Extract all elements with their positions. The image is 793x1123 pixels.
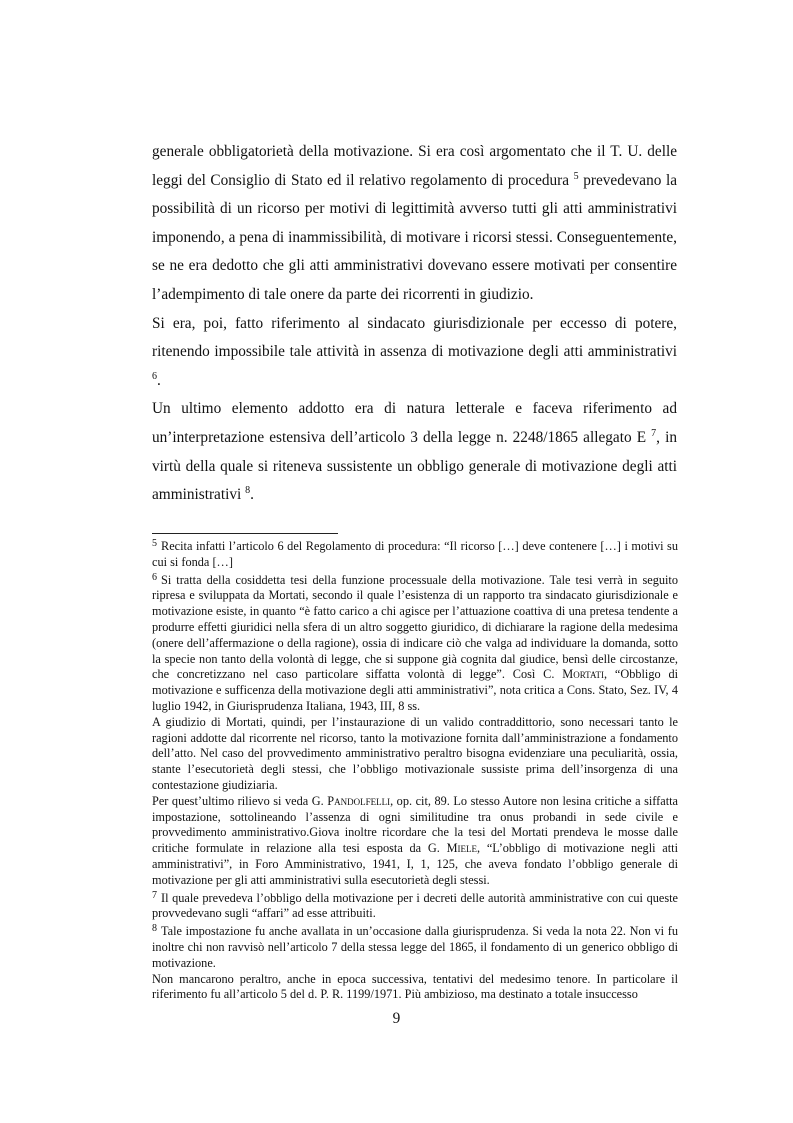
author-name: Miele [446, 841, 478, 856]
footnote-number: 7 [152, 889, 157, 901]
body-paragraph-1: generale obbligatorietà della motivazione. Si era così argomentato che il T. U. delle leggi del Consiglio di Stato ed il relativo regolamento di procedura $^5$ prevedevano la possibilità di un ricorso per motivi di legittimità avverso tutti gli atti amministrativi imponendo, a pena di inammissibilità, di motivare i ricorsi stessi. Conseguentemente, se ne era dedotto che gli atti amministrativi dovevano essere motivati per consentire l’adempimento di tale onere da parte dei ricorrenti in giudizio. [152, 143, 677, 303]
author-name: Pandolfelli [327, 793, 391, 808]
main-text [152, 138, 677, 510]
page-number: 9 [392, 1010, 401, 1027]
body-paragraph-3: Un ultimo elemento addotto era di natura letterale e faceva riferimento ad un’interpretazione estensiva dell’articolo 3 della legge n. 2248/1865 allegato E $^7$, in virtù della quale si riteneva sussistente un obbligo generale di motivazione degli atti amministrativi $^8$. [152, 400, 677, 504]
footnote-ref-5[interactable]: 5 [573, 170, 579, 182]
body-paragraph-2: Si era, poi, fatto riferimento al sindacato giurisdizionale per eccesso di potere, ritenendo impossibile tale attività in assenza di motivazione degli atti amministrativi $^6$. [152, 314, 677, 389]
footnote-5: $^5$ Recita infatti l’articolo 6 del Regolamento di procedura: “Il ricorso […] deve contenere […] i motivi su cui si fonda […] [152, 538, 678, 569]
footnote-6-paragraph-2: A giudizio di Mortati, quindi, per l’instaurazione di un valido contraddittorio, sono necessari tanto le ragioni addotte dal ricorrente nel ricorso, tanto la motivazione fornita dall’amministrazione a fondamento dell’atto. Nel caso del provvedimento amministrativo peraltro bisogna evidenziare una peculiarità, ossia, stante l’esecutorietà degli stessi, che l’obbligo motivazionale sussiste prima dell’insorgenza di una contestazione giudiziaria. [152, 714, 678, 792]
footnote-number: 8 [152, 923, 157, 935]
footnote-8: $^8$ Tale impostazione fu anche avallata in un’occasione dalla giurisprudenza. Si veda la nota 22. Non vi fu inoltre chi non ravvisò nell’articolo 7 della stessa legge del 1865, il fondamento di un generico obbligo di motivazione. [152, 923, 678, 970]
author-name: Mortati [562, 667, 604, 682]
footnote-ref-7[interactable]: 7 [651, 427, 657, 439]
footnote-ref-8[interactable]: 8 [245, 485, 251, 497]
footnote-number: 5 [152, 538, 157, 549]
footnote-8-paragraph-2: Non mancarono peraltro, anche in epoca successiva, tentativi del medesimo tenore. In particolare il riferimento fu all’articolo 5 del d. P. R. 1199/1971. Più ambizioso, ma destinato a totale insuccesso [152, 971, 678, 1002]
footnote-ref-6[interactable]: 6 [152, 370, 157, 382]
footnotes [152, 539, 678, 1003]
footnote-separator [152, 533, 338, 534]
footnote-number: 6 [152, 571, 157, 583]
footnote-6-paragraph-3: Per quest’ultimo rilievo si veda G. Pandolfelli, op. cit, 89. Lo stesso Autore non lesina critiche a siffatta impostazione, sottolineando l’assenza di ogni similitudine tra onus probandi in sede civile e provvedimento amministrativo.Giova inoltre ricordare che la tesi del Mortati prendeva le mosse dalle critiche formulate in relazione alla tesi esposta da G. Miele, “L’obbligo di motivazione negli atti amministrativi”, in Foro Amministrativo, 1941, I, 1, 125, che aveva fondato l’obbligo generale di motivazione per gli atti amministrativi sulla esecutorietà degli stessi. [152, 793, 678, 887]
footnote-7: $^7$ Il quale prevedeva l’obbligo della motivazione per i decreti delle autorità amministrative con cui queste provvedevano sugli “affari” ad esse attribuiti. [152, 889, 678, 921]
footnote-6: $^6$ Si tratta della cosiddetta tesi della funzione processuale della motivazione. Tale tesi verrà in seguito ripresa e sviluppata da Mortati, secondo il quale l’esistenza di un rapporto tra sindacato giurisdizionale e motivazione esiste, in quanto “è fatto carico a chi agisce per l’attuazione coattiva di una pretesa tendente a produrre effetti giuridici nella sfera di un altro soggetto giuridico, di dichiarare la ragione della medesima (onere dell’affermazione o della ragione), ossia di indicare ciò che valga ad individuare la domanda, sotto la specie non tanto della volontà di legge, che si suppone già cognita dal giudice, bensì delle circostanze, che concretizzano nel caso particolare siffatta volontà di legge”. Così C. Mortati, “Obbligo di motivazione e sufficenza della motivazione degli atti amministrativi”, nota critica a Cons. Stato, Sez. IV, 4 luglio 1942, in Giurisprudenza Italiana, 1943, III, 8 ss. [152, 571, 679, 713]
